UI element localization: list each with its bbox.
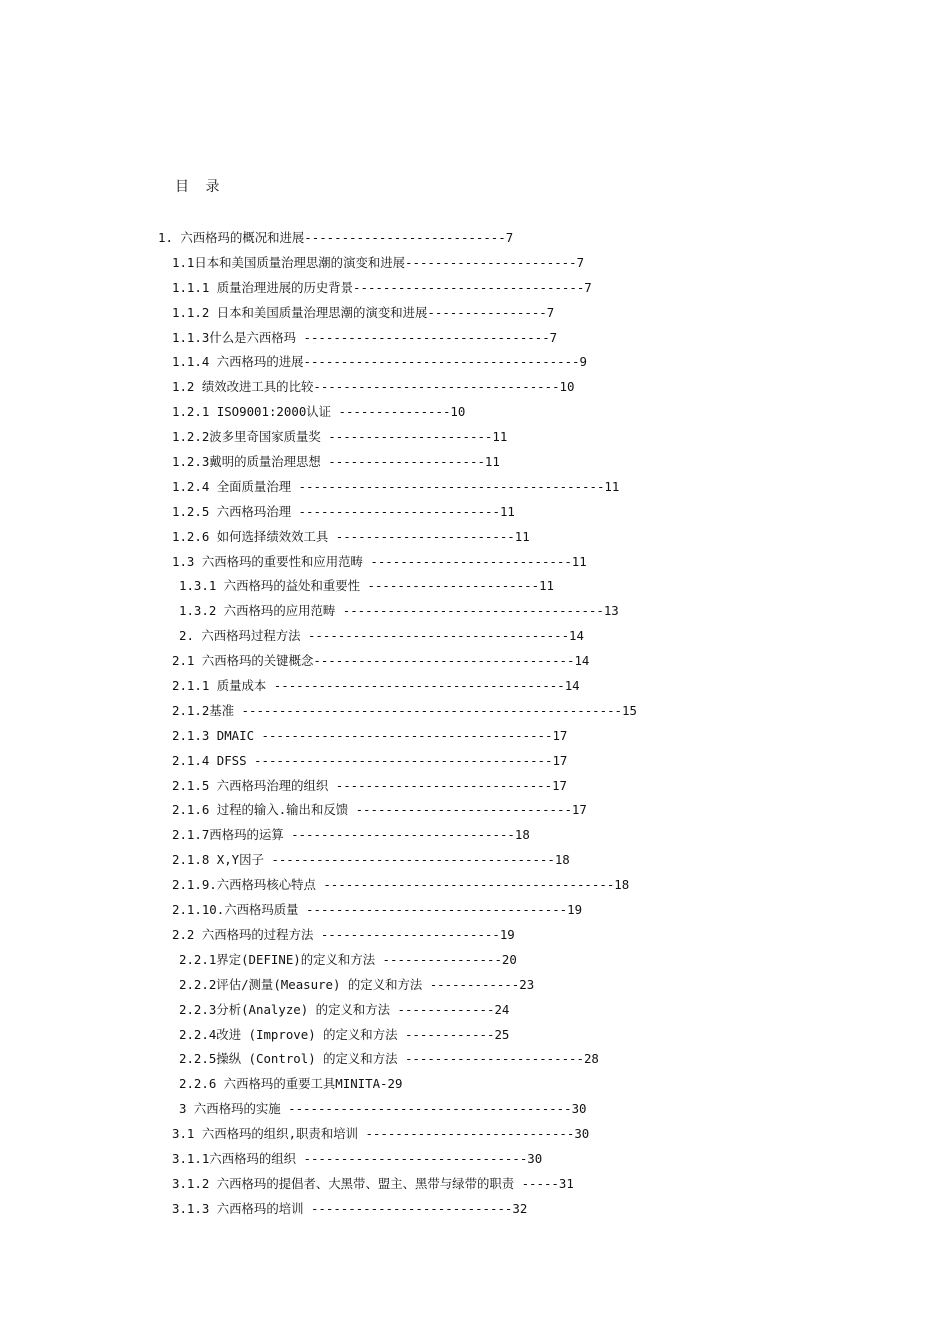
toc-entry[interactable]: 1.1.4 六西格玛的进展-------------------------------------9 — [172, 354, 587, 370]
toc-entry[interactable]: 1.2.1 ISO9001:2000认证 ---------------10 — [172, 404, 466, 420]
toc-entry[interactable]: 1.1.3什么是六西格玛 ---------------------------------7 — [172, 329, 558, 345]
toc-entry[interactable]: 1.1日本和美国质量治理思潮的演变和进展-----------------------7 — [172, 254, 585, 270]
toc-entry[interactable]: 3.1.3 六西格玛的培训 ---------------------------32 — [172, 1200, 528, 1216]
toc-entry[interactable]: 2.1.7西格玛的运算 ------------------------------18 — [172, 827, 530, 843]
toc-entry[interactable]: 1.1.1 质量治理进展的历史背景-------------------------------7 — [172, 279, 592, 295]
toc-entry[interactable]: 2.1 六西格玛的关键概念-----------------------------------14 — [172, 653, 590, 669]
toc-entry[interactable]: 1. 六西格玛的概况和进展---------------------------7 — [158, 230, 514, 245]
toc-entry[interactable]: 1.2.4 全面质量治理 -----------------------------------------11 — [172, 478, 620, 494]
toc-entry[interactable]: 2.1.1 质量成本 ---------------------------------------14 — [172, 678, 580, 694]
toc-entry[interactable]: 1.2.6 如何选择绩效效工具 ------------------------11 — [172, 528, 530, 544]
table-of-contents — [0, 226, 950, 1222]
toc-entry[interactable]: 2.1.4 DFSS ----------------------------------------17 — [172, 752, 568, 768]
toc-entry[interactable]: 1.3.1 六西格玛的益处和重要性 -----------------------11 — [179, 578, 555, 594]
toc-entry[interactable]: 2.2.6 六西格玛的重要工具MINITA-29 — [179, 1076, 403, 1092]
toc-entry[interactable]: 2.2.4改进 (Improve) 的定义和方法 ------------25 — [179, 1026, 510, 1042]
toc-entry[interactable]: 3.1.1六西格玛的组织 ------------------------------30 — [172, 1150, 543, 1166]
toc-entry[interactable]: 2.1.9.六西格玛核心特点 ---------------------------------------18 — [172, 877, 630, 893]
toc-entry[interactable]: 2.1.5 六西格玛治理的组织 -----------------------------17 — [172, 777, 567, 793]
toc-entry[interactable]: 1.2 绩效改进工具的比较---------------------------------10 — [172, 379, 575, 395]
toc-entry[interactable]: 2.2.2评估/测量(Measure) 的定义和方法 ------------23 — [179, 976, 535, 992]
toc-entry[interactable]: 1.2.3戴明的质量治理思想 ---------------------11 — [172, 454, 500, 470]
toc-entry[interactable]: 1.3.2 六西格玛的应用范畴 -----------------------------------13 — [179, 603, 619, 619]
toc-entry[interactable]: 2.2.3分析(Analyze) 的定义和方法 -------------24 — [179, 1001, 510, 1017]
toc-entry[interactable]: 2.1.8 X,Y因子 --------------------------------------18 — [172, 852, 570, 868]
toc-entry[interactable]: 2.2 六西格玛的过程方法 ------------------------19 — [172, 926, 515, 942]
toc-entry[interactable]: 2. 六西格玛过程方法 -----------------------------------14 — [179, 628, 584, 644]
toc-entry[interactable]: 1.1.2 日本和美国质量治理思潮的演变和进展----------------7 — [172, 304, 555, 320]
toc-entry[interactable]: 2.1.10.六西格玛质量 -----------------------------------19 — [172, 902, 583, 918]
page-title: 目 录 — [175, 179, 226, 195]
toc-entry[interactable]: 2.1.2基准 ---------------------------------------------------15 — [172, 702, 637, 718]
toc-entry[interactable]: 2.1.6 过程的输入.输出和反馈 -----------------------------17 — [172, 802, 587, 818]
toc-entry[interactable]: 3.1 六西格玛的组织,职责和培训 ----------------------------30 — [172, 1126, 590, 1142]
toc-entry[interactable]: 2.1.3 DMAIC ---------------------------------------17 — [172, 727, 568, 743]
toc-entry[interactable]: 3 六西格玛的实施 --------------------------------------30 — [179, 1101, 587, 1117]
toc-entry[interactable]: 2.2.1界定(DEFINE)的定义和方法 ----------------20 — [179, 951, 517, 967]
toc-entry[interactable]: 1.2.5 六西格玛治理 ---------------------------11 — [172, 503, 515, 519]
toc-entry[interactable]: 1.2.2波多里奇国家质量奖 ----------------------11 — [172, 429, 508, 445]
toc-entry[interactable]: 3.1.2 六西格玛的提倡者、大黑带、盟主、黑带与绿带的职责 -----31 — [172, 1175, 574, 1191]
toc-entry[interactable]: 1.3 六西格玛的重要性和应用范畴 ---------------------------11 — [172, 553, 587, 569]
toc-entry[interactable]: 2.2.5操纵 (Control) 的定义和方法 ------------------------28 — [179, 1051, 599, 1067]
